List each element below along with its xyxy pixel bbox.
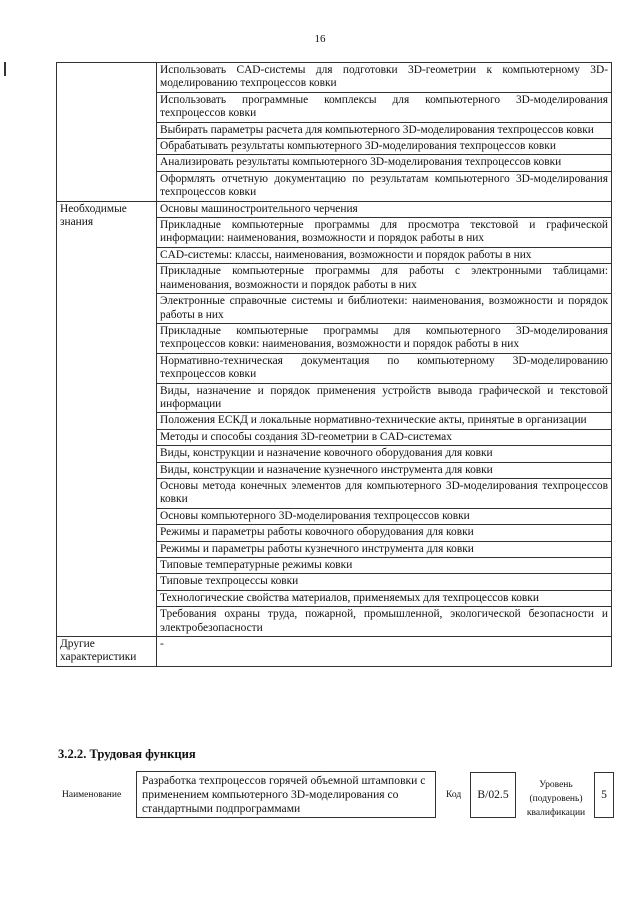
skill-item: Обрабатывать результаты компьютерного 3D-моделирования техпроцессов ковки bbox=[157, 139, 612, 155]
function-name-box: Разработка техпроцессов горячей объемной штамповки с применением компьютерного 3D-моделирования со стандартными подпрограммами bbox=[136, 771, 436, 818]
skill-item: Использовать программные комплексы для компьютерного 3D-моделирования техпроцессов ковки bbox=[157, 92, 612, 122]
function-name-label: Наименование bbox=[62, 790, 122, 800]
table-row bbox=[57, 201, 612, 217]
knowledge-item: Режимы и параметры работы кузнечного инструмента для ковки bbox=[157, 541, 612, 557]
skill-item: Выбирать параметры расчета для компьютерного 3D-моделирования техпроцессов ковки bbox=[157, 122, 612, 138]
knowledge-item: Требования охраны труда, пожарной, промышленной, экологической безопасности и электробезопасности bbox=[157, 607, 612, 637]
knowledge-item: Виды, назначение и порядок применения устройств вывода графической и текстовой информации bbox=[157, 383, 612, 413]
knowledge-item: Основы компьютерного 3D-моделирования техпроцессов ковки bbox=[157, 508, 612, 524]
knowledge-item: Типовые температурные режимы ковки bbox=[157, 558, 612, 574]
knowledge-label: Необходимые знания bbox=[57, 201, 157, 636]
skill-item: Использовать CAD-системы для подготовки 3D-геометрии к компьютерному 3D-моделированию техпроцессов ковки bbox=[157, 63, 612, 93]
knowledge-item: Виды, конструкции и назначение кузнечного инструмента для ковки bbox=[157, 462, 612, 478]
skills-label-cell bbox=[57, 63, 157, 202]
knowledge-item: Методы и способы создания 3D-геометрии в CAD-системах bbox=[157, 429, 612, 445]
qualification-level-label: Уровень (подуровень) квалификации bbox=[526, 780, 586, 818]
knowledge-item: Нормативно-техническая документация по компьютерному 3D-моделированию техпроцессов ковки bbox=[157, 353, 612, 383]
knowledge-item: Основы метода конечных элементов для компьютерного 3D-моделирования техпроцессов ковки bbox=[157, 478, 612, 508]
other-characteristics-label: Другие характеристики bbox=[57, 637, 157, 667]
section-title: 3.2.2. Трудовая функция bbox=[58, 747, 196, 761]
knowledge-item: Положения ЕСКД и локальные нормативно-технические акты, принятые в организации bbox=[157, 413, 612, 429]
competency-table bbox=[56, 62, 612, 667]
skill-item: Анализировать результаты компьютерного 3D-моделирования техпроцессов ковки bbox=[157, 155, 612, 171]
other-characteristics-value: - bbox=[157, 637, 612, 667]
table-row bbox=[57, 63, 612, 93]
page-number: 16 bbox=[314, 33, 326, 45]
knowledge-item: Типовые техпроцессы ковки bbox=[157, 574, 612, 590]
skill-item: Оформлять отчетную документацию по результатам компьютерного 3D-моделирования техпроцессов ковки bbox=[157, 171, 612, 201]
knowledge-item: Основы машиностроительного черчения bbox=[157, 201, 612, 217]
table-row bbox=[57, 637, 612, 667]
knowledge-item: Виды, конструкции и назначение ковочного оборудования для ковки bbox=[157, 446, 612, 462]
knowledge-item: Прикладные компьютерные программы для просмотра текстовой и графической информации: наименования, возможности и порядок работы в них bbox=[157, 218, 612, 248]
knowledge-item: Электронные справочные системы и библиотеки: наименования, возможности и порядок работы в них bbox=[157, 294, 612, 324]
function-code-label: Код bbox=[446, 790, 462, 800]
knowledge-item: Технологические свойства материалов, применяемых для техпроцессов ковки bbox=[157, 590, 612, 606]
page-edge-mark bbox=[4, 62, 6, 76]
knowledge-item: Прикладные компьютерные программы для компьютерного 3D-моделирования техпроцессов ковки: наименования, возможности и порядок работы в них bbox=[157, 323, 612, 353]
knowledge-item: Режимы и параметры работы ковочного оборудования для ковки bbox=[157, 525, 612, 541]
function-code-box: B/02.5 bbox=[470, 772, 516, 818]
knowledge-item: Прикладные компьютерные программы для работы с электронными таблицами: наименования, возможности и порядок работы в них bbox=[157, 264, 612, 294]
qualification-level-box: 5 bbox=[594, 772, 614, 818]
knowledge-item: CAD-системы: классы, наименования, возможности и порядок работы в них bbox=[157, 247, 612, 263]
